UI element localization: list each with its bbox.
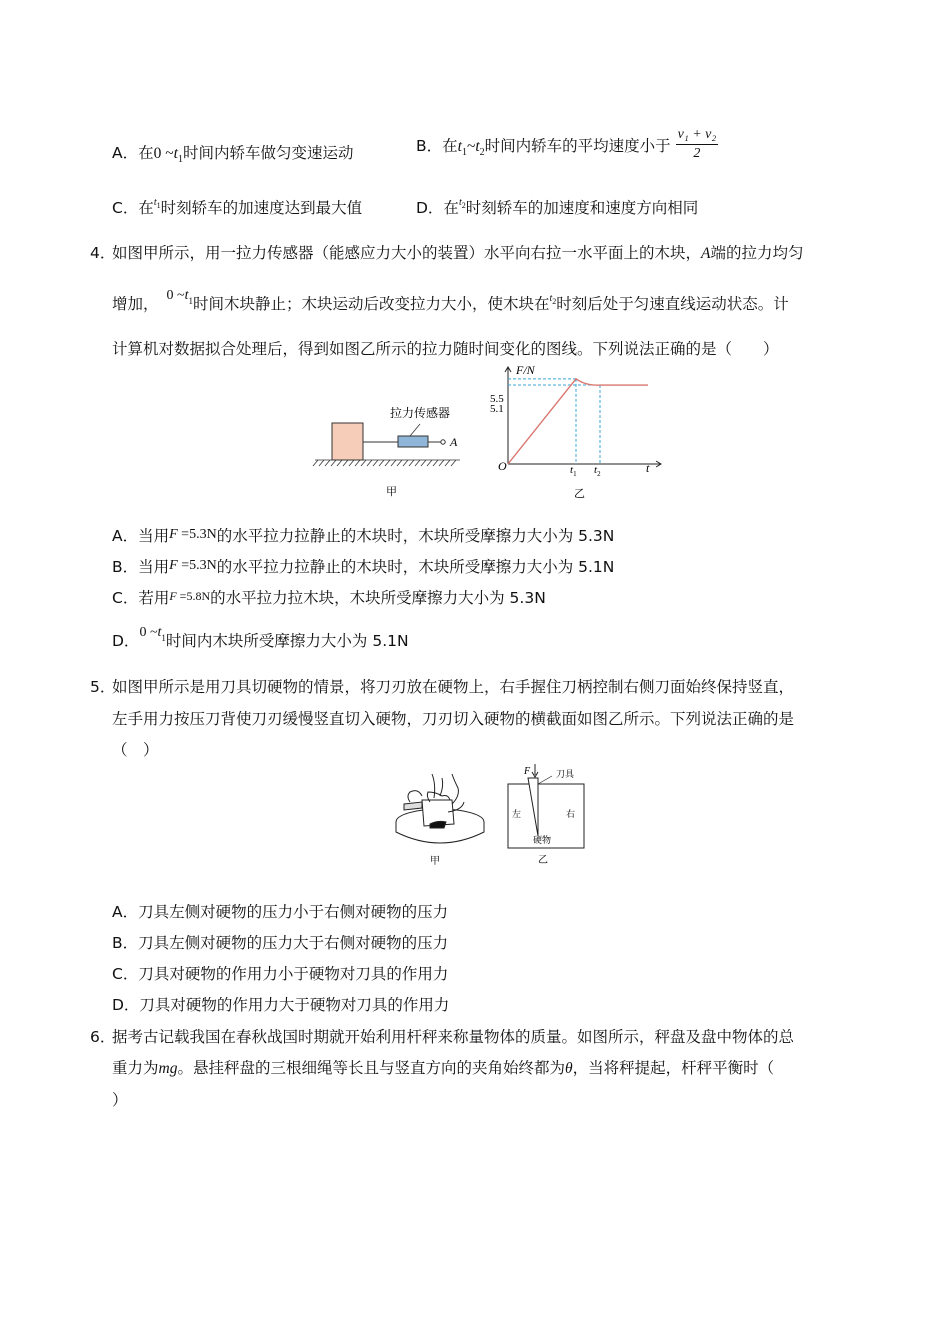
figure-jia-caption: 甲 [386, 485, 397, 498]
q5-option-b: B．刀具左侧对硬物的压力大于右侧对硬物的压力 [112, 934, 449, 952]
chart-y-tick-5-1: 5.1 [490, 403, 504, 415]
q6-stem-line3: ） [112, 1091, 128, 1109]
q4-figure-jia [310, 400, 470, 504]
q4-stem-line1: 如图甲所示，用一拉力传感器（能感应力大小的装置）水平向右拉一水平面上的木块，A端的拉力均匀 [112, 244, 804, 262]
chart-y-tick-5-5: 5.5 [490, 393, 504, 405]
knife-handle [404, 802, 422, 810]
ground-hatch-line [433, 460, 438, 466]
q5-option-a: A．刀具左侧对硬物的压力小于右侧对硬物的压力 [112, 903, 449, 921]
q4-chart-yi [488, 360, 668, 504]
ground-hatch-line [403, 460, 408, 466]
point-a [441, 440, 445, 444]
chart-x-axis-label: t [646, 461, 650, 475]
ground-hatch-line [451, 460, 456, 466]
ground-hatch-line [331, 460, 336, 466]
ground-hatch-line [421, 460, 426, 466]
ground-hatch-line [439, 460, 444, 466]
q4-option-b: B．当用F =5.3N的水平拉力拉静止的木块时，木块所受摩擦力大小为 5.1N [112, 558, 615, 576]
q4-option-d: D．0 $\sim t^1$时间内木块所受摩擦力大小为 5.1N [112, 625, 409, 650]
knife-label: 刀具 [556, 770, 575, 780]
q6-stem-line2: 重力为mg。悬挂秤盘的三根细绳等长且与竖直方向的夹角始终都为θ，当将秤提起，杆秤平衡时（ [112, 1059, 775, 1077]
chart-origin-label: O [498, 459, 507, 473]
ground-hatch-line [313, 460, 318, 466]
chart-x-tick-t1: $t_1$ [570, 464, 577, 478]
q5-figure-jia [392, 766, 488, 870]
sensor-label: 拉力传感器 [390, 406, 451, 420]
ground-hatch-line [415, 460, 420, 466]
right-label: 右 [566, 810, 576, 820]
ground-hatch-line [445, 460, 450, 466]
q5-figure-yi-caption: 乙 [538, 855, 548, 866]
average-velocity-fraction: $\frac{\text{v₁ + v₂}}{2}$ [677, 127, 717, 161]
ground-hatch-line [361, 460, 366, 466]
force-label: F [524, 766, 531, 777]
q3-option-c: C．在$^{t1}$时刻轿车的加速度达到最大值 [112, 197, 363, 217]
q5-option-d: D．刀具对硬物的作用力大于硬物对刀具的作用力 [112, 996, 450, 1014]
q5-stem-line2: 左手用力按压刀背使刀刃缓慢竖直切入硬物，刀刃切入硬物的横截面如图乙所示。下列说法正确的是 [112, 710, 795, 728]
knife-label-leader [538, 776, 552, 784]
chart-y-axis-label: F/N [516, 363, 535, 377]
q5-stem-line1: 如图甲所示是用刀具切硬物的情景，将刀刃放在硬物上，右手握住刀柄控制右侧刀面始终保持竖直， [112, 678, 795, 696]
q5-figure-jia-caption: 甲 [430, 856, 440, 867]
ground-hatch-line [367, 460, 372, 466]
left-label: 左 [512, 810, 522, 820]
ground-hatch-line [409, 460, 414, 466]
q3-option-b: B．在$t_1\sim t_2$时间内轿车的平均速度小于 $\frac{\text{v₁ + v₂}}{2}$ [416, 127, 717, 161]
q5-option-c: C．刀具对硬物的作用力小于硬物对刀具的作用力 [112, 965, 449, 983]
ground-hatch-line [391, 460, 396, 466]
ground-hatch-line [349, 460, 354, 466]
ground-hatch-line [343, 460, 348, 466]
q5-stem-line3: （ ） [112, 741, 159, 759]
q5-number: 5． [90, 678, 116, 696]
ground-hatch-line [427, 460, 432, 466]
ground-hatch-line [397, 460, 402, 466]
q4-option-c: C．若用F =5.8N的水平拉力拉木块，木块所受摩擦力大小为 5.3N [112, 589, 546, 607]
ground-hatching [313, 460, 460, 466]
ground-hatch-line [319, 460, 324, 466]
q6-number: 6． [90, 1028, 116, 1046]
chart-x-tick-t2: $t_2$ [594, 464, 601, 478]
q5-figure-yi [500, 762, 592, 870]
ground-hatch-line [379, 460, 384, 466]
point-a-label: A [450, 435, 458, 449]
object-label: 硬物 [533, 836, 552, 846]
force-sensor [398, 436, 428, 447]
ground-hatch-line [337, 460, 342, 466]
ground-hatch-line [385, 460, 390, 466]
q3-option-a: A．在0 $\sim t_1$时间内轿车做匀变速运动 [112, 144, 354, 165]
chart-series-line-F [508, 379, 648, 464]
chart-caption: 乙 [574, 487, 585, 500]
q4-stem-line3: 计算机对数据拟合处理后，得到如图乙所示的拉力随时间变化的图线。下列说法正确的是（ ） [112, 340, 779, 358]
sensor-label-leader [410, 424, 420, 436]
q4-option-a: A．当用F =5.3N的水平拉力拉静止的木块时，木块所受摩擦力大小为 5.3N [112, 527, 615, 545]
q4-number: 4． [90, 244, 116, 262]
left-hand [427, 774, 450, 802]
ground-hatch-line [373, 460, 378, 466]
ground-hatch-line [325, 460, 330, 466]
wood-block [332, 423, 363, 460]
q6-stem-line1: 据考古记载我国在春秋战国时期就开始利用杆秤来称量物体的质量。如图所示，秤盘及盘中物体的总 [112, 1028, 795, 1046]
q4-stem-line2: 增加， 0 $\sim t^1$时间木块静止；木块运动后改变拉力大小，使木块在$^{t2}$时刻后处于匀速直线运动状态。计 [112, 288, 789, 313]
ground-hatch-line [355, 460, 360, 466]
q3-option-d: D．在$^{t2}$时刻轿车的加速度和速度方向相同 [416, 197, 699, 217]
